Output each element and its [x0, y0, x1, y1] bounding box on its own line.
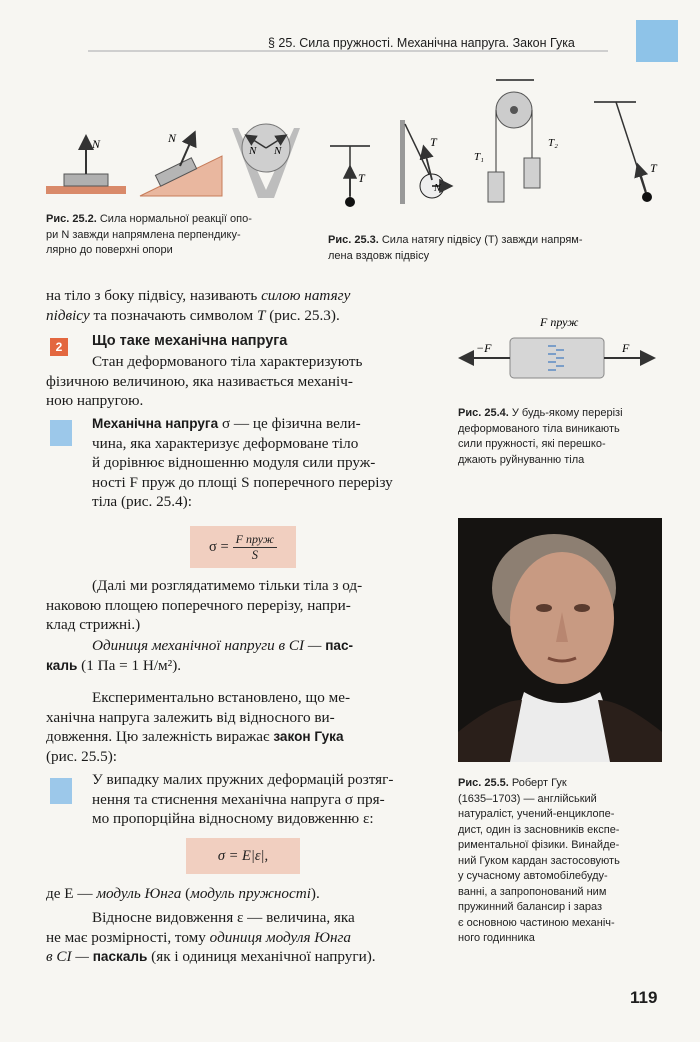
text-line: наковою площею поперечного перерізу, напри- [46, 596, 351, 614]
text-line: чина, яка характеризує деформоване тіло [92, 434, 359, 452]
corner-tab [636, 20, 678, 62]
fig253-caption-line: лена вздовж підвісу [328, 249, 430, 262]
fig255-caption [458, 776, 672, 947]
text-line: ною напругою. [46, 392, 144, 410]
definition-marker [50, 778, 72, 804]
fig255-caption-line: дист, один із засновників експе- [458, 823, 620, 836]
definition-marker [50, 420, 72, 446]
text-line: Стан деформованого тіла характеризують [92, 353, 363, 370]
section-number-badge: 2 [50, 338, 68, 356]
text-span: (рис. 25.3). [265, 306, 340, 324]
formula-fraction [233, 532, 277, 563]
fig255-caption-line: є основною частиною механіч- [458, 916, 615, 929]
term-bold: пас- [325, 638, 354, 653]
fig255-caption-line: ного годинника [458, 932, 535, 944]
fig253-label-n: N [434, 183, 441, 194]
fig253-weight2 [524, 158, 540, 188]
text-span: та позначають символом [89, 306, 257, 324]
fig254-caption [458, 406, 672, 468]
text-line: ханічна напруга залежить від відносного ви- [46, 708, 335, 726]
text-line: У випадку малих пружних деформацій розтяг- [92, 771, 394, 788]
definition-stress [92, 414, 442, 512]
fig252-block [64, 174, 108, 186]
fig253-pulley-hub [510, 106, 518, 114]
portrait-eye-right [574, 604, 590, 612]
running-header: § 25. Сила пружності. Механічна напруга. Закон Гука [268, 36, 575, 50]
text-line: нення та стиснення механічна напруга σ пря- [92, 790, 385, 808]
paragraph-3 [46, 688, 446, 766]
fig254-caption-line: джають руйнуванню тіла [458, 453, 585, 466]
text-span: σ — це фізична вели- [218, 415, 361, 432]
term-bold: каль [46, 657, 78, 673]
fig255-caption-line: у сучасному автомобілебуду- [458, 870, 608, 882]
fig254-label-top: F пруж [540, 315, 579, 329]
fig255-caption-line: ванні, а запропонований ним [458, 885, 607, 898]
term-italic: підвісу [46, 306, 90, 324]
term-italic: одиниця модуля Юнга [209, 928, 352, 946]
text-span: ( [181, 885, 191, 902]
formula-stress [190, 526, 296, 568]
paragraph-4 [46, 884, 446, 904]
fig253-bob2 [642, 192, 652, 202]
text-italic: Одиниця механічної напруги в СІ — [92, 637, 326, 654]
formula-left: σ = [209, 538, 229, 555]
fig254-label-left: −F [476, 341, 492, 355]
fig255-caption-line: натураліст, учений-енциклопе- [458, 808, 615, 820]
fig254-caption-line: сили пружності, які перешко- [458, 438, 606, 450]
fig252-caption-line: Сила нормальної реакції опо- [99, 213, 252, 225]
text-span: (1 Па = 1 Н/м²). [77, 656, 182, 674]
fig252-label-n2: N [274, 145, 282, 157]
text-line: (Далі ми розглядатимемо тільки тіла з од- [92, 577, 363, 594]
paragraph-5 [46, 908, 446, 967]
text-line: ності F пруж до площі S поперечного перерізу [92, 473, 393, 491]
fig252-incline-label: N [168, 131, 177, 145]
fig252-caption-line: лярно до поверхні опори [46, 244, 173, 256]
fig252-floor [46, 186, 126, 194]
text-span: довження. Цю залежність виражає [46, 728, 274, 746]
term-bold: Механічна напруга [92, 416, 219, 431]
figure-25-2 [44, 108, 314, 208]
formula-numerator: F пруж [233, 532, 277, 548]
text-line: (рис. 25.5): [46, 747, 117, 765]
header-rule [88, 50, 608, 52]
fig254-caption-line: деформованого тіла виникають [458, 422, 620, 435]
term-bold: закон Гука [273, 729, 344, 745]
definition-hooke [92, 770, 446, 829]
fig253-label-t1: T₁ [474, 151, 484, 163]
fig253-label-t2: T₂ [548, 137, 558, 149]
fig255-caption-lead: Рис. 25.5. [458, 777, 509, 789]
fig252-label-n: N [92, 137, 101, 151]
fig254-caption-line: У будь-якому перерізі [511, 407, 623, 419]
fig252-caption [46, 212, 306, 259]
fig253-rope [405, 124, 430, 176]
page-number: 119 [630, 988, 658, 1007]
text-line: клад стрижні.) [46, 616, 141, 634]
text-span: ). [310, 885, 320, 902]
fig253-bob1 [345, 197, 355, 207]
fig253-caption-lead: Рис. 25.3. [328, 234, 379, 246]
fig255-caption-line: ний Гуком кардан застосовують [458, 854, 620, 867]
fig253-caption-line: Сила натягу підвісу (T) завжди напрям- [381, 234, 583, 246]
paragraph-intro [46, 286, 446, 325]
fig253-weight1 [488, 172, 504, 202]
fig255-caption-line: Роберт Гук [511, 777, 567, 789]
fig253-label-t-wall: T [430, 135, 437, 149]
fig252-caption-lead: Рис. 25.2. [46, 213, 97, 225]
term-italic: в СІ — [46, 948, 93, 966]
term-italic: силою натягу [261, 287, 351, 304]
text-line: фізичною величиною, яка називається механіч- [46, 372, 353, 390]
figure-25-4 [456, 312, 666, 386]
text-line: Експериментально встановлено, що ме- [92, 689, 351, 706]
text-line: тіла (рис. 25.4): [92, 493, 192, 511]
figure-25-3 [326, 76, 676, 216]
text-span: не має розмірності, тому [46, 928, 210, 946]
fig255-caption-line: пружинний балансир і зараз [458, 901, 602, 913]
text-span: (як і одиниця механічної напруги). [147, 948, 376, 966]
paragraph-1 [46, 352, 446, 411]
term-bold: паскаль [92, 949, 148, 965]
fig253-label-t-pend: T [650, 161, 657, 175]
term-italic: модуль пружності [190, 885, 311, 902]
fig253-arrow2 [638, 166, 646, 192]
fig253-label-t: T [358, 171, 365, 185]
paragraph-2 [46, 576, 446, 635]
fig253-caption [328, 233, 658, 264]
fig252-label-n1: N [249, 145, 257, 157]
portrait-robert-hooke [458, 518, 662, 762]
text-line: Відносне видовження ε — величина, яка [92, 909, 355, 926]
formula-denominator: S [251, 547, 258, 562]
fig253-wall [400, 120, 405, 204]
fig252-caption-line: ри N завжди напрямлена перпендику- [46, 228, 241, 241]
fig254-caption-lead: Рис. 25.4. [458, 407, 509, 419]
unit-definition [46, 636, 446, 675]
formula-hooke: σ = E|ε|, [186, 838, 300, 874]
text-line: й дорівнює відношенню модуля сили пруж- [92, 454, 376, 472]
section-title: Що таке механічна напруга [92, 333, 288, 349]
portrait-eye-left [536, 604, 552, 612]
term-italic: модуль Юнга [96, 885, 182, 902]
text-span: на тіло з боку підвісу, називають [46, 287, 262, 304]
text-span: де E — [46, 885, 97, 902]
fig255-caption-line: риментальної фізики. Винайде- [458, 839, 620, 851]
fig255-caption-line: (1635–1703) — англійський [458, 792, 597, 805]
fig254-label-right: F [622, 341, 630, 355]
text-line: мо пропорційна відносному видовженню ε: [92, 810, 374, 828]
symbol-t: T [256, 306, 266, 324]
